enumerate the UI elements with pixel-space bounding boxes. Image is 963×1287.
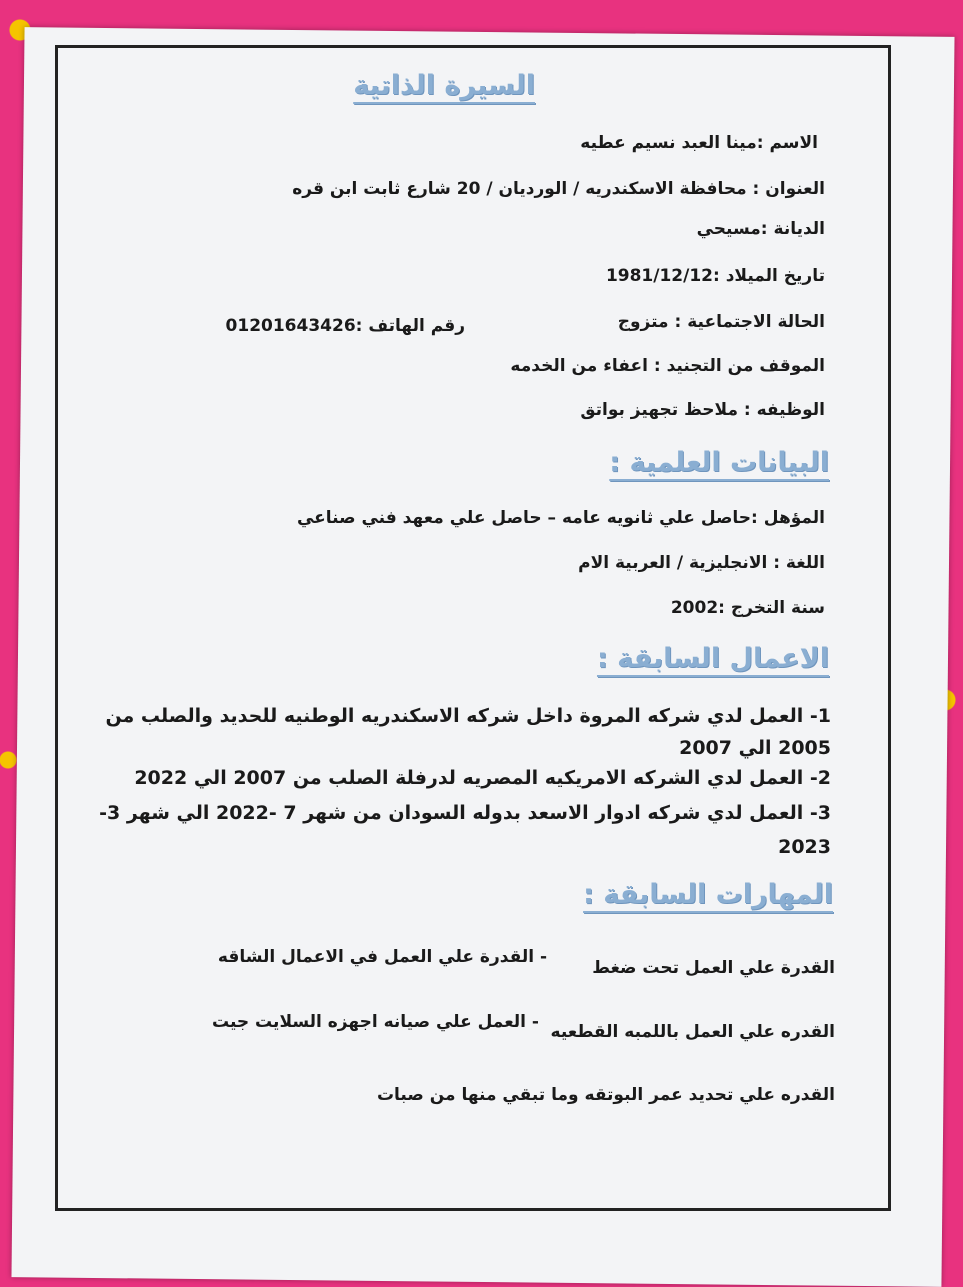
- military-line: الموقف من التجنيد : اعفاء من الخدمه: [510, 356, 825, 376]
- marital-status-line: الحالة الاجتماعية : متزوج: [617, 312, 825, 332]
- experience-item-2: 2- العمل لدي الشركه الامريكيه المصريه لدرفلة الصلب من 2007 الي 2022: [134, 767, 831, 789]
- experience-heading: الاعمال السابقة :: [596, 643, 829, 674]
- graduation-line: سنة التخرج :2002: [670, 598, 825, 618]
- religion-line: الديانة :مسيحي: [696, 219, 825, 239]
- experience-item-3: 3- العمل لدي شركه ادوار الاسعد بدوله السودان من شهر 7 -2022 الي شهر 3-: [99, 802, 831, 824]
- skill-pressure: القدرة علي العمل تحت ضغط: [592, 958, 835, 978]
- qualification-line: المؤهل :حاصل علي ثانويه عامه – حاصل علي معهد فني صناعي: [296, 508, 825, 528]
- skill-cutting-torch: القدره علي العمل باللمبه القطعيه: [550, 1022, 835, 1042]
- experience-item-3-year: 2023: [778, 836, 831, 858]
- skills-heading: المهارات السابقة :: [583, 879, 833, 910]
- experience-item-1-years: 2005 الي 2007: [679, 737, 831, 759]
- skill-hard-work: - القدرة علي العمل في الاعمال الشاقه: [217, 947, 547, 967]
- skill-crucible-life: القدره علي تحديد عمر البوتقه وما تبقي منها من صبات: [376, 1085, 835, 1105]
- experience-item-1: 1- العمل لدي شركه المروة داخل شركه الاسكندريه الوطنيه للحديد والصلب من: [105, 705, 831, 727]
- education-heading: البيانات العلمية :: [609, 447, 829, 478]
- job-line: الوظيفه : ملاحظ تجهيز بواتق: [580, 400, 825, 420]
- birth-date-line: تاريخ الميلاد :1981/12/12: [605, 266, 825, 286]
- language-line: اللغة : الانجليزية / العربية الام: [578, 553, 825, 573]
- address-line: العنوان : محافظة الاسكندريه / الورديان / 20 شارع ثابت ابن قره: [292, 179, 825, 199]
- phone-line: رقم الهاتف :01201643426: [225, 316, 465, 336]
- skill-slide-gate: - العمل علي صيانه اجهزه السلايت جيت: [211, 1012, 539, 1032]
- name-line: الاسم :مينا العبد نسيم عطيه: [580, 133, 818, 153]
- cv-title: السيرة الذاتية: [353, 70, 535, 101]
